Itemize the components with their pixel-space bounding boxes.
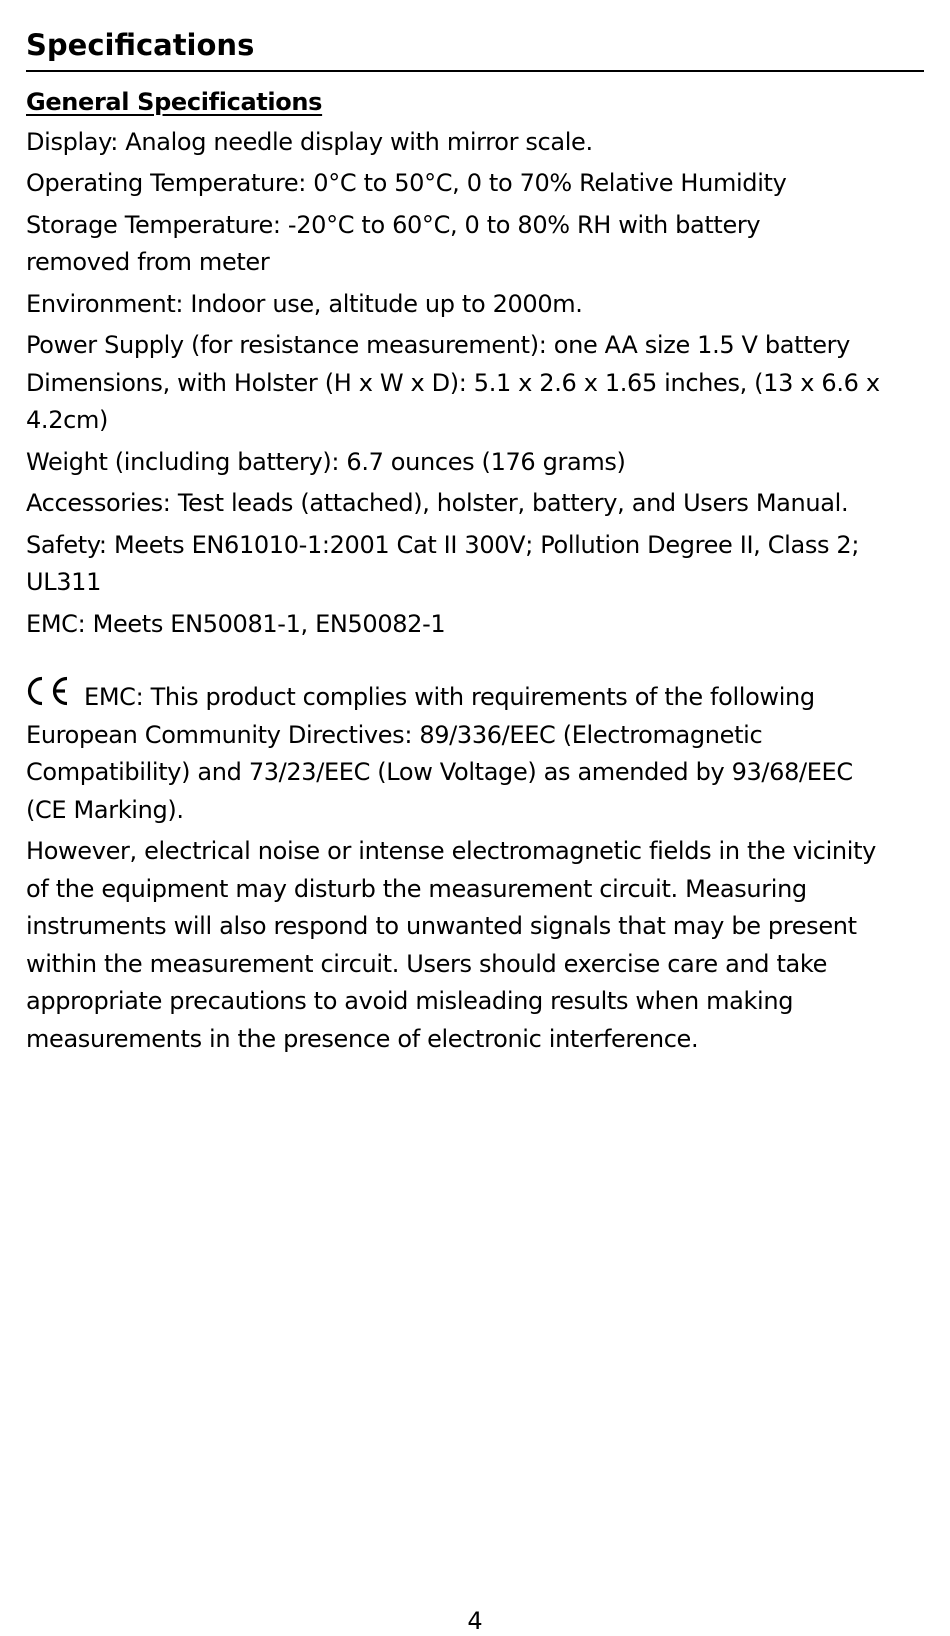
spec-safety: Safety: Meets EN61010-1:2001 Cat II 300V; Pollution Degree II, Class 2; UL311 — [26, 530, 860, 596]
spec-power-supply-dimensions: Power Supply (for resistance measurement): one AA size 1.5 V battery Dimensions, with Holster (H x W x D): 5.1 x 2.6 x 1.65 inches, (13 x 6.6 x 4.2cm) — [26, 331, 880, 434]
spec-operating-temperature: Operating Temperature: 0°C to 50°C, 0 to 70% Relative Humidity — [26, 169, 787, 197]
ce-statement — [26, 675, 866, 829]
spec-accessories: Accessories: Test leads (attached), holster, battery, and Users Manual. — [26, 489, 849, 517]
spec-weight: Weight (including battery): 6.7 ounces (176 grams) — [26, 447, 626, 476]
page-number: 4 — [467, 1607, 483, 1635]
general-specifications-heading: General Specifications — [26, 88, 323, 116]
ce-mark-icon — [26, 675, 72, 707]
spec-storage-temperature: Storage Temperature: -20°C to 60°C, 0 to 80% RH with battery removed from meter — [26, 210, 761, 276]
page-body — [26, 84, 924, 1058]
interference-note: However, electrical noise or intense electromagnetic fields in the vicinity of the equipment may disturb the measurement circuit. Measuring instruments will also respond to unwanted signals that may be present within the measurement circuit. Users should exercise care and take appropriate precautions to avoid misleading results when making measurements in the presence of electronic interference. — [26, 837, 877, 1053]
spec-environment: Environment: Indoor use, altitude up to 2000m. — [26, 289, 583, 318]
spec-display: Display: Analog needle display with mirror scale. — [26, 127, 593, 156]
title-divider — [26, 70, 924, 72]
ce-statement-text: EMC: This product complies with requirements of the following European Community Directives: 89/336/EEC (Electromagnetic Compatibility) and 73/23/EEC (Low Voltage) as amended by 93/68/EEC (CE Marking). — [26, 683, 853, 824]
section-title: Specifications — [26, 28, 255, 62]
spec-emc: EMC: Meets EN50081-1, EN50082-1 — [26, 609, 446, 638]
